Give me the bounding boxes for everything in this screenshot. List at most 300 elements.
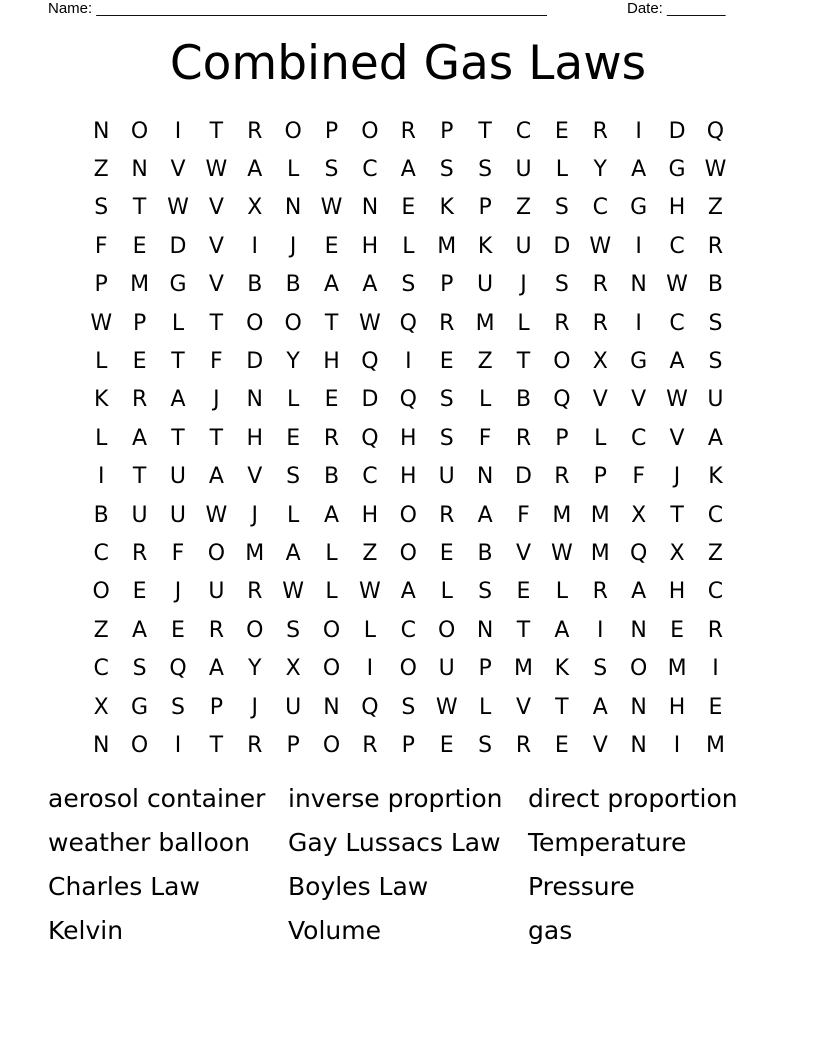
grid-letter: R xyxy=(515,732,532,758)
grid-letter: R xyxy=(247,732,263,758)
grid-letter: A xyxy=(208,656,224,682)
grid-letter: K xyxy=(554,656,570,682)
grid-letter: M xyxy=(245,540,265,566)
grid-letter: U xyxy=(477,272,494,298)
grid-letter: E xyxy=(554,732,569,758)
grid-letter: E xyxy=(171,617,185,643)
grid-letter: Q xyxy=(361,349,379,375)
grid-letter: P xyxy=(209,694,223,720)
grid-letter: J xyxy=(289,233,297,259)
grid-letter: A xyxy=(400,579,416,605)
grid-letter: A xyxy=(631,157,647,183)
word-bank-item: weather balloon xyxy=(48,828,250,857)
grid-letter: L xyxy=(517,310,530,336)
grid-letter: Y xyxy=(248,656,262,682)
grid-letter: O xyxy=(92,579,110,605)
grid-letter: R xyxy=(592,579,608,605)
grid-letter: L xyxy=(555,157,569,183)
grid-letter: E xyxy=(286,425,301,451)
word-bank xyxy=(48,777,768,953)
grid-letter: D xyxy=(169,233,187,259)
grid-letter: O xyxy=(246,310,264,336)
grid-letter: F xyxy=(171,540,185,566)
grid-letter: H xyxy=(400,425,417,451)
grid-letter: R xyxy=(131,540,148,566)
grid-letter: O xyxy=(399,502,417,528)
grid-letter: L xyxy=(594,425,607,451)
grid-letter: C xyxy=(630,425,647,451)
word-search-grid xyxy=(82,112,735,765)
grid-letter: V xyxy=(515,540,532,566)
grid-letter: O xyxy=(438,617,456,643)
grid-letter: T xyxy=(516,617,531,643)
grid-letter: J xyxy=(520,272,527,298)
grid-letter: E xyxy=(132,349,147,375)
grid-letter: G xyxy=(131,694,149,720)
grid-letter: F xyxy=(517,502,530,528)
grid-letter: U xyxy=(515,157,532,183)
grid-letter: T xyxy=(209,425,224,451)
grid-letter: E xyxy=(670,617,684,643)
grid-letter: T xyxy=(516,349,531,375)
grid-letter: W xyxy=(589,233,612,259)
grid-letter: L xyxy=(287,502,300,528)
grid-letter: I xyxy=(174,118,182,144)
grid-letter: I xyxy=(597,617,604,643)
grid-letter: B xyxy=(477,540,493,566)
grid-letter: E xyxy=(516,579,531,605)
grid-letter: P xyxy=(286,732,300,758)
grid-letter: Z xyxy=(362,540,378,566)
grid-letter: Q xyxy=(361,425,379,451)
grid-letter: V xyxy=(208,233,224,259)
grid-letter: O xyxy=(284,310,302,336)
grid-letter: E xyxy=(132,579,147,605)
grid-letter: L xyxy=(363,617,377,643)
grid-letter: E xyxy=(401,195,416,221)
word-bank-item: aerosol container xyxy=(48,784,266,813)
grid-letter: W xyxy=(704,157,727,183)
grid-letter: A xyxy=(208,464,224,490)
grid-letter: E xyxy=(132,233,147,259)
grid-letter: A xyxy=(170,387,186,413)
grid-letter: N xyxy=(284,195,302,221)
grid-letter: E xyxy=(324,233,339,259)
grid-letter: O xyxy=(322,617,341,643)
grid-letter: N xyxy=(361,195,379,221)
date-field-label: Date: _______ xyxy=(627,0,726,17)
grid-letter: C xyxy=(707,502,724,528)
grid-letter: F xyxy=(94,233,108,259)
grid-letter: N xyxy=(92,732,110,758)
grid-letter: G xyxy=(668,157,686,183)
grid-letter: B xyxy=(247,272,263,298)
grid-letter: T xyxy=(132,464,147,490)
grid-letter: W xyxy=(666,387,688,413)
grid-letter: I xyxy=(712,656,719,682)
grid-letter: Q xyxy=(361,694,379,720)
grid-letter: N xyxy=(92,118,110,144)
grid-letter: B xyxy=(707,272,723,298)
grid-letter: M xyxy=(475,310,495,336)
grid-letter: W xyxy=(167,195,189,221)
grid-letter: Z xyxy=(707,195,723,221)
word-bank-item: Volume xyxy=(288,916,381,945)
grid-letter: L xyxy=(171,310,185,336)
grid-letter: N xyxy=(630,694,647,720)
grid-letter: N xyxy=(630,617,647,643)
grid-letter: Z xyxy=(477,349,493,375)
grid-letter: A xyxy=(132,425,148,451)
grid-letter: H xyxy=(668,195,686,221)
grid-letter: U xyxy=(438,656,455,682)
grid-letter: H xyxy=(361,233,379,259)
grid-letter: X xyxy=(592,349,608,375)
grid-letter: S xyxy=(708,310,723,336)
word-bank-item: Kelvin xyxy=(48,916,124,945)
grid-letter: N xyxy=(476,464,494,490)
grid-letter: X xyxy=(669,540,685,566)
grid-letter: Q xyxy=(706,118,725,144)
grid-letter: O xyxy=(553,349,571,375)
grid-letter: A xyxy=(324,502,340,528)
grid-letter: O xyxy=(322,656,341,682)
grid-letter: R xyxy=(554,310,570,336)
grid-letter: I xyxy=(97,464,105,490)
grid-letter: L xyxy=(325,579,338,605)
grid-letter: R xyxy=(592,118,608,144)
grid-letter: P xyxy=(593,464,607,490)
grid-letter: C xyxy=(592,195,608,221)
grid-letter: B xyxy=(285,272,301,298)
grid-letter: O xyxy=(399,540,417,566)
grid-letter: O xyxy=(630,656,648,682)
grid-letter: S xyxy=(439,157,454,183)
grid-letter: M xyxy=(590,540,610,566)
grid-letter: R xyxy=(131,387,148,413)
grid-letter: D xyxy=(515,464,532,490)
grid-letter: R xyxy=(400,118,416,144)
grid-letter: T xyxy=(555,694,569,720)
grid-letter: A xyxy=(132,617,148,643)
grid-letter: D xyxy=(553,233,571,259)
grid-letter: A xyxy=(477,502,493,528)
grid-letter: M xyxy=(590,502,610,528)
grid-letter: I xyxy=(635,310,642,336)
grid-letter: P xyxy=(401,732,415,758)
grid-letter: M xyxy=(705,732,725,758)
grid-letter: N xyxy=(323,694,340,720)
grid-letter: A xyxy=(669,349,685,375)
grid-letter: S xyxy=(708,349,723,375)
grid-letter: V xyxy=(592,387,608,413)
grid-letter: N xyxy=(630,272,647,298)
grid-letter: Y xyxy=(286,349,300,375)
grid-letter: S xyxy=(478,157,493,183)
grid-letter: O xyxy=(361,118,379,144)
grid-letter: W xyxy=(359,310,381,336)
grid-letter: A xyxy=(400,157,416,183)
grid-letter: A xyxy=(324,272,340,298)
grid-letter: S xyxy=(554,272,569,298)
grid-letter: L xyxy=(95,349,108,375)
grid-letter: W xyxy=(320,195,343,221)
header-row xyxy=(0,0,816,20)
grid-letter: O xyxy=(322,732,341,758)
grid-letter: P xyxy=(94,272,108,298)
grid-letter: R xyxy=(247,579,263,605)
grid-letter: I xyxy=(251,233,258,259)
grid-letter: T xyxy=(171,425,185,451)
grid-letter: U xyxy=(169,502,187,528)
grid-letter: X xyxy=(631,502,647,528)
grid-letter: C xyxy=(515,118,532,144)
grid-letter: U xyxy=(131,502,148,528)
grid-letter: Z xyxy=(93,617,109,643)
grid-letter: V xyxy=(247,464,263,490)
grid-letter: L xyxy=(95,425,108,451)
grid-letter: E xyxy=(554,118,569,144)
grid-letter: H xyxy=(668,694,686,720)
grid-letter: I xyxy=(673,732,681,758)
grid-letter: L xyxy=(287,157,300,183)
grid-letter: R xyxy=(707,233,724,259)
word-bank-item: gas xyxy=(528,916,573,945)
grid-letter: X xyxy=(247,195,263,221)
grid-letter: S xyxy=(94,195,109,221)
grid-letter: V xyxy=(170,157,186,183)
grid-letter: I xyxy=(366,656,374,682)
grid-letter: W xyxy=(205,502,228,528)
grid-letter: A xyxy=(247,157,263,183)
grid-letter: J xyxy=(251,502,258,528)
grid-letter: Z xyxy=(707,540,723,566)
grid-letter: Y xyxy=(593,157,607,183)
grid-letter: S xyxy=(132,656,147,682)
grid-letter: A xyxy=(362,272,378,298)
word-bank-item: Charles Law xyxy=(48,872,200,901)
grid-letter: S xyxy=(401,694,416,720)
grid-letter: F xyxy=(210,349,223,375)
grid-letter: E xyxy=(439,732,454,758)
grid-letter: C xyxy=(707,579,724,605)
grid-letter: X xyxy=(285,656,301,682)
grid-letter: A xyxy=(554,617,570,643)
grid-letter: O xyxy=(207,540,226,566)
grid-letter: T xyxy=(209,118,224,144)
grid-letter: U xyxy=(285,694,302,720)
grid-letter: P xyxy=(555,425,569,451)
grid-letter: E xyxy=(439,540,454,566)
grid-letter: U xyxy=(515,233,532,259)
grid-letter: V xyxy=(515,694,532,720)
grid-letter: T xyxy=(670,502,684,528)
grid-letter: R xyxy=(592,272,608,298)
grid-letter: T xyxy=(209,732,224,758)
grid-letter: L xyxy=(555,579,569,605)
grid-letter: W xyxy=(359,579,381,605)
grid-letter: C xyxy=(362,157,378,183)
grid-letter: B xyxy=(515,387,532,413)
grid-letter: S xyxy=(439,425,454,451)
grid-letter: N xyxy=(246,387,263,413)
grid-letter: S xyxy=(286,617,301,643)
grid-letter: O xyxy=(399,656,417,682)
grid-letter: P xyxy=(478,195,492,221)
grid-letter: N xyxy=(630,732,647,758)
grid-letter: V xyxy=(592,732,608,758)
grid-letter: D xyxy=(246,349,264,375)
grid-letter: A xyxy=(592,694,608,720)
grid-letter: C xyxy=(93,656,109,682)
grid-letter: B xyxy=(93,502,109,528)
grid-letter: Q xyxy=(399,310,417,336)
grid-letter: U xyxy=(169,464,187,490)
grid-letter: U xyxy=(208,579,225,605)
grid-letter: Q xyxy=(553,387,571,413)
grid-letter: R xyxy=(362,732,378,758)
grid-letter: A xyxy=(631,579,647,605)
grid-letter: L xyxy=(325,540,338,566)
grid-letter: S xyxy=(478,579,493,605)
grid-letter: M xyxy=(130,272,150,298)
grid-letter: M xyxy=(514,656,533,682)
grid-letter: L xyxy=(287,387,300,413)
grid-letter: O xyxy=(284,118,302,144)
grid-letter: D xyxy=(668,118,686,144)
word-bank-item: Temperature xyxy=(528,828,687,857)
grid-letter: G xyxy=(169,272,187,298)
grid-letter: H xyxy=(246,425,264,451)
grid-letter: C xyxy=(400,617,416,643)
grid-letter: R xyxy=(439,310,455,336)
grid-letter: D xyxy=(361,387,379,413)
grid-letter: E xyxy=(708,694,723,720)
grid-letter: T xyxy=(132,195,147,221)
grid-letter: L xyxy=(440,579,453,605)
grid-letter: R xyxy=(439,502,455,528)
grid-letter: G xyxy=(630,195,648,221)
grid-letter: T xyxy=(324,310,339,336)
grid-letter: R xyxy=(323,425,340,451)
grid-letter: K xyxy=(477,233,493,259)
grid-letter: Z xyxy=(515,195,532,221)
grid-letter: A xyxy=(707,425,723,451)
grid-letter: H xyxy=(323,349,340,375)
grid-letter: W xyxy=(90,310,113,336)
grid-letter: K xyxy=(93,387,109,413)
grid-letter: O xyxy=(130,732,149,758)
word-bank-item: direct proportion xyxy=(528,784,738,813)
grid-letter: U xyxy=(707,387,724,413)
word-bank-item: inverse proprtion xyxy=(288,784,503,813)
page-title: Combined Gas Laws xyxy=(169,36,647,91)
grid-letter: P xyxy=(440,272,454,298)
grid-letter: W xyxy=(551,540,573,566)
grid-letter: M xyxy=(437,233,457,259)
grid-letter: T xyxy=(209,310,224,336)
grid-letter: B xyxy=(323,464,340,490)
grid-letter: C xyxy=(669,233,685,259)
grid-letter: W xyxy=(666,272,688,298)
grid-letter: R xyxy=(515,425,532,451)
grid-letter: R xyxy=(208,617,225,643)
grid-letter: I xyxy=(635,233,642,259)
word-bank-item: Gay Lussacs Law xyxy=(288,828,501,857)
grid-letter: S xyxy=(593,656,608,682)
grid-letter: J xyxy=(174,579,182,605)
grid-letter: P xyxy=(324,118,339,144)
grid-letter: S xyxy=(324,157,339,183)
grid-letter: F xyxy=(478,425,492,451)
grid-letter: T xyxy=(171,349,185,375)
grid-letter: R xyxy=(592,310,608,336)
grid-letter: O xyxy=(246,617,264,643)
grid-letter: R xyxy=(554,464,570,490)
grid-letter: I xyxy=(635,118,642,144)
grid-letter: N xyxy=(476,617,494,643)
grid-letter: N xyxy=(131,157,148,183)
grid-letter: S xyxy=(554,195,569,221)
grid-letter: R xyxy=(247,118,263,144)
grid-letter: X xyxy=(93,694,109,720)
grid-letter: L xyxy=(402,233,415,259)
grid-letter: S xyxy=(439,387,454,413)
grid-letter: J xyxy=(213,387,220,413)
grid-letter: K xyxy=(708,464,723,490)
grid-letter: I xyxy=(405,349,412,375)
grid-letter: L xyxy=(478,387,492,413)
grid-letter: O xyxy=(130,118,149,144)
grid-letter: S xyxy=(170,694,185,720)
grid-letter: P xyxy=(478,656,492,682)
grid-letter: A xyxy=(285,540,301,566)
grid-letter: J xyxy=(673,464,681,490)
grid-letter: Q xyxy=(399,387,417,413)
grid-letter: E xyxy=(324,387,339,413)
grid-letter: Q xyxy=(630,540,648,566)
name-field-label: Name: ______________________________________________________ xyxy=(48,0,547,17)
grid-letter: P xyxy=(440,118,454,144)
grid-letter: C xyxy=(93,540,109,566)
grid-letter: C xyxy=(669,310,685,336)
grid-letter: S xyxy=(286,464,301,490)
grid-letter: I xyxy=(174,732,182,758)
grid-letter: W xyxy=(205,157,228,183)
grid-letter: U xyxy=(438,464,455,490)
grid-letter: G xyxy=(630,349,648,375)
word-bank-item: Boyles Law xyxy=(288,872,429,901)
grid-letter: T xyxy=(478,118,492,144)
grid-letter: V xyxy=(208,272,224,298)
grid-letter: L xyxy=(478,694,492,720)
grid-letter: V xyxy=(669,425,685,451)
grid-letter: F xyxy=(632,464,645,490)
grid-letter: W xyxy=(435,694,458,720)
grid-letter: M xyxy=(667,656,687,682)
grid-letter: V xyxy=(631,387,647,413)
grid-letter: P xyxy=(132,310,147,336)
grid-letter: V xyxy=(208,195,224,221)
grid-letter: M xyxy=(552,502,572,528)
word-bank-item: Pressure xyxy=(528,872,635,901)
grid-letter: H xyxy=(400,464,417,490)
grid-letter: W xyxy=(282,579,305,605)
grid-letter: R xyxy=(707,617,724,643)
grid-letter: S xyxy=(401,272,416,298)
grid-letter: Z xyxy=(93,157,109,183)
grid-letter: E xyxy=(439,349,454,375)
